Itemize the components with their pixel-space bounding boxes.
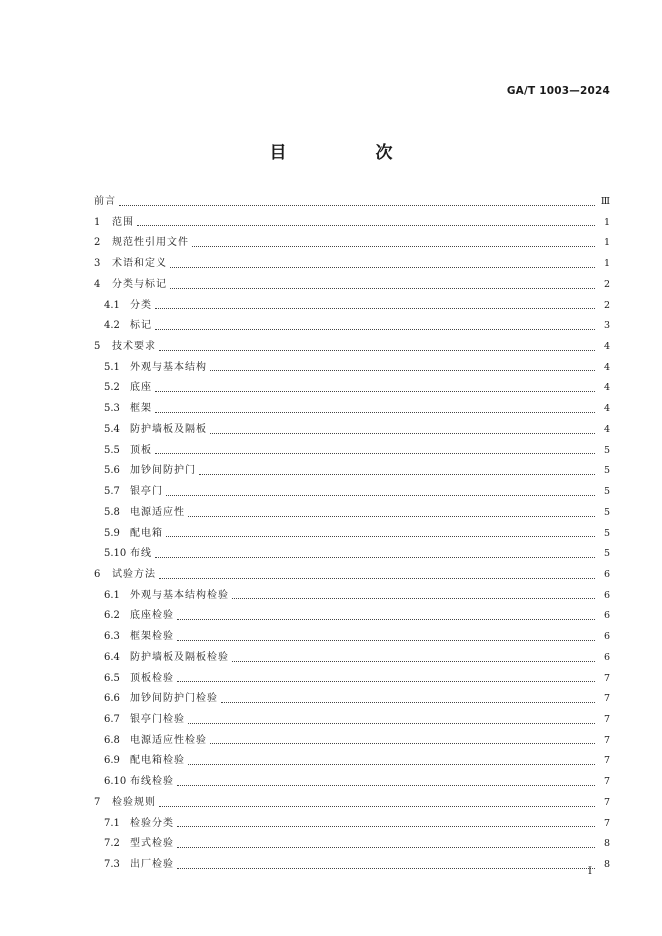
toc-entry-title: 布线 <box>130 548 152 560</box>
dot-leader <box>188 723 595 724</box>
dot-leader <box>177 619 595 620</box>
toc-entry-page: 7 <box>603 693 610 705</box>
toc-entry-page: 6 <box>603 589 610 601</box>
toc-entry-page: 5 <box>603 486 610 498</box>
toc-entry-title: 前言 <box>94 196 116 207</box>
toc-entry-page: 6 <box>603 568 610 580</box>
toc-entry[interactable] <box>94 710 610 731</box>
toc-entry[interactable] <box>94 524 610 545</box>
toc-entry[interactable] <box>94 213 610 234</box>
dot-leader <box>159 578 595 579</box>
toc-entry-number: 6.2 <box>104 610 120 622</box>
toc-entry-number: 6.10 <box>104 776 127 788</box>
toc-entry[interactable] <box>94 233 610 254</box>
toc-entry-page: 7 <box>603 776 610 788</box>
toc-entry[interactable] <box>94 316 610 337</box>
toc-entry[interactable] <box>94 669 610 690</box>
toc-entry-number: 7 <box>94 796 101 808</box>
dot-leader <box>155 329 595 330</box>
toc-entry-title: 规范性引用文件 <box>112 237 189 249</box>
toc-entry[interactable] <box>94 420 610 441</box>
toc-entry-number: 2 <box>94 237 101 249</box>
toc-entry-page: 5 <box>603 548 610 560</box>
toc-entry[interactable] <box>94 606 610 627</box>
toc-entry-page: 1 <box>603 216 610 228</box>
toc-entry-number: 5.9 <box>104 527 120 539</box>
dot-leader <box>137 225 595 226</box>
toc-entry-number: 5.4 <box>104 423 120 435</box>
toc-entry-page: 4 <box>603 341 610 353</box>
dot-leader <box>177 868 595 869</box>
toc-entry-page: 7 <box>603 755 610 767</box>
toc-entry-title: 框架 <box>130 403 152 415</box>
toc-entry[interactable] <box>94 751 610 772</box>
toc-entry-title: 标记 <box>130 320 152 332</box>
toc-entry-title: 检验分类 <box>130 817 174 829</box>
toc-entry-page: 4 <box>603 361 610 373</box>
toc-entry[interactable] <box>94 358 610 379</box>
toc-entry-number: 5.3 <box>104 403 120 415</box>
toc-entry-number: 7.1 <box>104 817 120 829</box>
toc-entry[interactable] <box>94 544 610 565</box>
dot-leader <box>199 474 595 475</box>
toc-entry-title: 银亭门 <box>130 486 163 498</box>
toc-entry-page: 6 <box>603 610 610 622</box>
dot-leader <box>155 557 595 558</box>
toc-entry-number: 1 <box>94 216 101 228</box>
dot-leader <box>119 205 595 206</box>
toc-entry[interactable] <box>94 855 610 876</box>
toc-entry-page: 3 <box>603 320 610 332</box>
toc-entry-number: 5.2 <box>104 382 120 394</box>
toc-entry-page: 6 <box>603 631 610 643</box>
toc-entry[interactable] <box>94 627 610 648</box>
toc-entry-number: 5.5 <box>104 444 120 456</box>
dot-leader <box>188 516 595 517</box>
toc-entry-page: 8 <box>603 859 610 870</box>
toc-entry[interactable] <box>94 254 610 275</box>
toc-entry[interactable] <box>94 565 610 586</box>
dot-leader <box>170 288 595 289</box>
toc-entry-number: 6.8 <box>104 734 120 746</box>
toc-entry-title: 技术要求 <box>112 341 156 353</box>
toc-entry-number: 6.5 <box>104 672 120 684</box>
toc-entry[interactable] <box>94 793 610 814</box>
toc-entry[interactable] <box>94 731 610 752</box>
toc-entry-page: 6 <box>603 651 610 663</box>
toc-entry-page: 2 <box>603 299 610 311</box>
toc-entry-title: 防护墙板及隔板 <box>130 423 207 435</box>
toc-entry-number: 5 <box>94 341 101 353</box>
toc-entry-number: 6.1 <box>104 589 120 601</box>
toc-entry-number: 6.7 <box>104 713 120 725</box>
toc-entry-title: 配电箱 <box>130 527 163 539</box>
dot-leader <box>177 847 595 848</box>
toc-entry-page: 4 <box>603 403 610 415</box>
toc-entry-number: 5.7 <box>104 486 120 498</box>
toc-entry-title: 防护墙板及隔板检验 <box>130 651 229 663</box>
toc-entry-title: 加钞间防护门 <box>130 465 196 477</box>
toc-entry-title: 外观与基本结构 <box>130 361 207 373</box>
dot-leader <box>155 308 595 309</box>
toc-entry-page: 1 <box>603 258 610 270</box>
toc-entry-number: 5.1 <box>104 361 120 373</box>
toc-entry[interactable] <box>94 399 610 420</box>
toc-entry[interactable] <box>94 337 610 358</box>
toc-entry-page: Ⅲ <box>600 196 610 207</box>
toc-entry-number: 5.10 <box>104 548 127 560</box>
dot-leader <box>192 246 595 247</box>
toc-entry-title: 加钞间防护门检验 <box>130 693 218 705</box>
toc-entry-page: 5 <box>603 506 610 518</box>
document-code: GA/T 1003—2024 <box>506 85 610 97</box>
toc-entry[interactable] <box>94 814 610 835</box>
toc-entry[interactable] <box>94 192 610 213</box>
toc-entry-title: 顶板检验 <box>130 672 174 684</box>
toc-entry-page: 1 <box>603 237 610 249</box>
dot-leader <box>166 536 595 537</box>
dot-leader <box>155 412 595 413</box>
toc-entry-title: 试验方法 <box>112 568 156 580</box>
toc-entry[interactable] <box>94 772 610 793</box>
toc-title: 目 次 <box>269 143 429 163</box>
toc-entry-number: 7.3 <box>104 859 120 870</box>
toc-entry[interactable] <box>94 461 610 482</box>
toc-entry-number: 4.2 <box>104 320 120 332</box>
toc-entry-number: 5.8 <box>104 506 120 518</box>
toc-entry[interactable] <box>94 296 610 317</box>
dot-leader <box>159 350 595 351</box>
toc-entry-title: 框架检验 <box>130 631 174 643</box>
toc-entry-page: 4 <box>603 423 610 435</box>
toc-entry-page: 7 <box>603 796 610 808</box>
toc-entry[interactable] <box>94 648 610 669</box>
toc-entry-number: 4 <box>94 278 101 290</box>
toc-entry-number: 3 <box>94 258 101 270</box>
toc-entry-number: 5.6 <box>104 465 120 477</box>
toc-entry-title: 电源适应性检验 <box>130 734 207 746</box>
toc-entry-number: 6.9 <box>104 755 120 767</box>
dot-leader <box>155 453 595 454</box>
toc-entry-number: 7.2 <box>104 838 120 850</box>
toc-entry-title: 电源适应性 <box>130 506 185 518</box>
toc-entry[interactable] <box>94 482 610 503</box>
dot-leader <box>177 640 595 641</box>
toc-entry-title: 分类 <box>130 299 152 311</box>
page-number: I <box>588 866 592 877</box>
table-of-contents <box>94 192 610 876</box>
toc-entry-title: 底座检验 <box>130 610 174 622</box>
toc-entry[interactable] <box>94 689 610 710</box>
toc-entry-title: 范围 <box>112 216 134 228</box>
toc-entry-page: 8 <box>603 838 610 850</box>
toc-entry-page: 7 <box>603 672 610 684</box>
toc-entry-title: 布线检验 <box>130 776 174 788</box>
toc-entry-page: 5 <box>603 465 610 477</box>
toc-entry[interactable] <box>94 441 610 462</box>
toc-entry-title: 外观与基本结构检验 <box>130 589 229 601</box>
dot-leader <box>221 702 595 703</box>
toc-entry[interactable] <box>94 275 610 296</box>
toc-entry-number: 4.1 <box>104 299 120 311</box>
toc-entry-title: 术语和定义 <box>112 258 167 270</box>
dot-leader <box>177 785 595 786</box>
toc-entry-page: 2 <box>603 278 610 290</box>
dot-leader <box>232 598 595 599</box>
dot-leader <box>177 826 595 827</box>
toc-entry-title: 顶板 <box>130 444 152 456</box>
toc-entry-title: 分类与标记 <box>112 278 167 290</box>
toc-entry-title: 出厂检验 <box>130 859 174 870</box>
toc-entry[interactable] <box>94 378 610 399</box>
toc-entry-page: 5 <box>603 444 610 456</box>
toc-entry-number: 6 <box>94 568 101 580</box>
toc-entry-title: 底座 <box>130 382 152 394</box>
toc-entry-page: 4 <box>603 382 610 394</box>
dot-leader <box>210 433 595 434</box>
toc-entry[interactable] <box>94 586 610 607</box>
dot-leader <box>210 370 595 371</box>
toc-entry-title: 银亭门检验 <box>130 713 185 725</box>
toc-entry-number: 6.4 <box>104 651 120 663</box>
dot-leader <box>155 391 595 392</box>
toc-entry[interactable] <box>94 834 610 855</box>
dot-leader <box>159 806 595 807</box>
toc-entry-number: 6.3 <box>104 631 120 643</box>
dot-leader <box>177 681 595 682</box>
dot-leader <box>166 495 595 496</box>
toc-entry-title: 检验规则 <box>112 796 156 808</box>
dot-leader <box>170 267 595 268</box>
dot-leader <box>188 764 595 765</box>
toc-entry-page: 7 <box>603 713 610 725</box>
dot-leader <box>232 661 595 662</box>
toc-entry-title: 配电箱检验 <box>130 755 185 767</box>
toc-entry-title: 型式检验 <box>130 838 174 850</box>
toc-entry[interactable] <box>94 503 610 524</box>
toc-entry-page: 5 <box>603 527 610 539</box>
toc-entry-page: 7 <box>603 817 610 829</box>
toc-entry-page: 7 <box>603 734 610 746</box>
toc-entry-number: 6.6 <box>104 693 120 705</box>
dot-leader <box>210 743 595 744</box>
